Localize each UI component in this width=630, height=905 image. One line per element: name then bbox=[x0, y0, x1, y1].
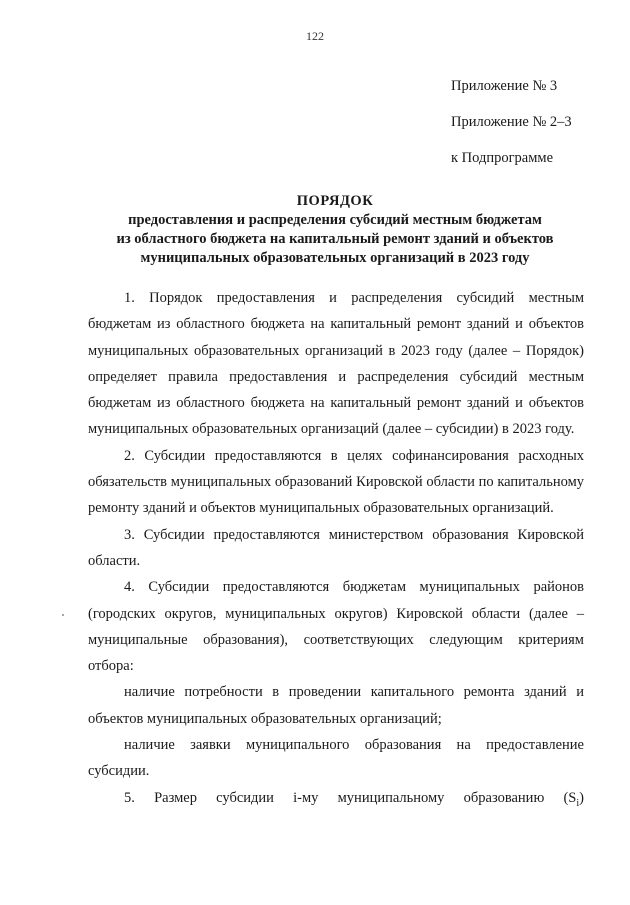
paragraph-3: 3. Субсидии предоставляются министерством образования Кировской области. bbox=[88, 526, 584, 569]
title-line-1: предоставления и распределения субсидий местным бюджетам bbox=[128, 212, 542, 228]
title-line-3: муниципальных образовательных организаций в 2023 году bbox=[140, 250, 530, 266]
paragraph-6: наличие заявки муниципального образования на предоставление субсидии. bbox=[88, 737, 584, 780]
title-line-2: из областного бюджета на капитальный ремонт зданий и объектов bbox=[116, 231, 554, 247]
scan-artifact bbox=[62, 614, 64, 616]
appendix-line-3: к Подпрограмме bbox=[451, 150, 554, 166]
document-title bbox=[80, 192, 590, 268]
paragraph-7-subscript: i bbox=[576, 797, 580, 809]
appendix-line-1: Приложение № 3 bbox=[451, 78, 558, 94]
paragraph-7-text: 5. Размер субсидии i-му муниципальному образованию (S bbox=[124, 789, 577, 806]
paragraph-5: наличие потребности в проведении капитального ремонта зданий и объектов муниципальных образовательных организаций; bbox=[88, 684, 584, 727]
paragraph-2: 2. Субсидии предоставляются в целях софинансирования расходных обязательств муниципальных образований Кировской области по капитальному ремонту зданий и объектов муниципальных образовательных организаций. bbox=[88, 447, 584, 517]
paragraph-7-close: ) bbox=[579, 789, 584, 806]
appendix-block bbox=[451, 68, 572, 176]
title-main: ПОРЯДОК bbox=[296, 193, 374, 209]
page-number: 122 bbox=[306, 29, 324, 43]
paragraph-4: 4. Субсидии предоставляются бюджетам муниципальных районов (городских округов, муниципальных округов) Кировской области (далее – муниципальные образования), соответствующих следующим критериям отбора: bbox=[88, 579, 584, 675]
document-body bbox=[88, 285, 584, 817]
paragraph-7 bbox=[88, 785, 584, 817]
paragraph-1: 1. Порядок предоставления и распределения субсидий местным бюджетам из областного бюджета на капитальный ремонт зданий и объектов муниципальных образовательных организаций в 2023 году (далее – Порядок) определяет правила предоставления и распределения субсидий местным бюджетам из областного бюджета на капитальный ремонт зданий и объектов муниципальных образовательных организаций (далее – субсидии) в 2023 году. bbox=[88, 290, 584, 438]
appendix-line-2: Приложение № 2–3 bbox=[451, 114, 572, 130]
